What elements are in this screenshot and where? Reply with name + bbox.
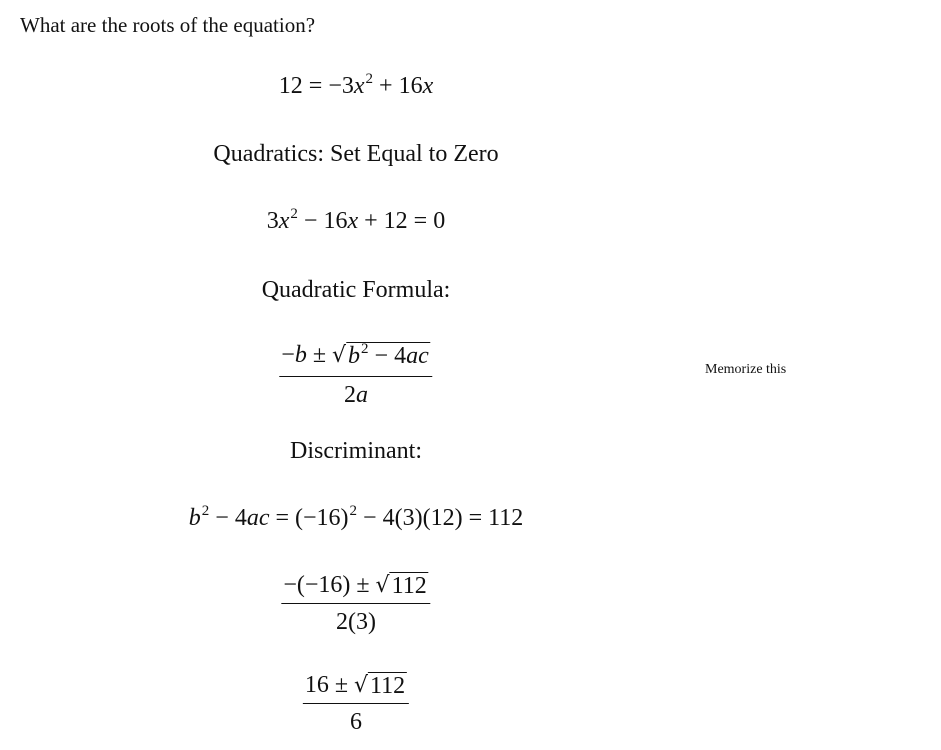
step2-denominator: 6 (350, 709, 362, 735)
sf-plus: + (364, 208, 378, 234)
sf-equals: = (413, 208, 428, 234)
den-2: 2 (343, 382, 356, 408)
formula-pm: ± (312, 342, 326, 368)
step1-radicand: 112 (391, 573, 427, 599)
eq-plus: + (379, 73, 393, 99)
formula-numerator (279, 340, 432, 377)
step1-denominator: 2(3) (336, 609, 376, 635)
formula-denominator (344, 377, 368, 410)
discriminant-equation (189, 503, 523, 536)
memorize-note: Memorize this (705, 362, 787, 377)
heading-set-equal-zero: Quadratics: Set Equal to Zero (213, 141, 499, 167)
simplified-step (303, 670, 409, 737)
step1-num-left: −(−16) (283, 572, 351, 598)
sf-var2: x (347, 208, 359, 234)
rad-minus: − (374, 343, 389, 369)
step1-fraction (281, 570, 430, 637)
formula-neg: − (281, 342, 295, 368)
sf-exp: 2 (290, 206, 298, 222)
eq-coef-b: 16 (398, 73, 423, 99)
disc-equals: = (275, 505, 290, 531)
substitution-step (281, 570, 430, 637)
step2-radicand: 112 (370, 673, 406, 699)
eq-exp: 2 (365, 71, 374, 87)
quadratic-formula (279, 340, 432, 410)
disc-equals2: = (468, 505, 483, 531)
standard-form-equation (267, 206, 445, 239)
sf-minus: − (303, 208, 318, 234)
formula-fraction (279, 340, 432, 410)
formula-sqrt (332, 342, 431, 373)
step1-pm: ± (356, 572, 370, 598)
disc-ac: ac (246, 505, 270, 531)
eq-coef-a: 3 (341, 73, 354, 99)
radical-sign-icon: √ (331, 343, 347, 368)
sf-coef-a: 3 (266, 208, 279, 234)
disc-result: 112 (488, 505, 524, 531)
disc-exp2: 2 (349, 503, 358, 519)
question-text: What are the roots of the equation? (20, 13, 316, 37)
eq-equals: = (308, 73, 323, 99)
formula-b: b (294, 342, 307, 368)
rad-ac: ac (406, 343, 429, 369)
disc-b: b (188, 505, 201, 531)
step2-num-left: 16 (304, 672, 329, 698)
radical-sign-icon: √ (354, 673, 369, 698)
disc-minus: − (215, 505, 229, 531)
disc-exp: 2 (201, 503, 210, 519)
eq-lhs: 12 (278, 73, 303, 99)
original-equation (279, 71, 433, 104)
sf-c: 12 (383, 208, 408, 234)
disc-neg16: (−16) (295, 505, 349, 531)
sf-var: x (278, 208, 290, 234)
sf-rhs: 0 (433, 208, 446, 234)
disc-minus2: − (363, 505, 377, 531)
heading-discriminant: Discriminant: (290, 438, 422, 464)
den-a: a (355, 382, 368, 408)
rad-4: 4 (394, 343, 407, 369)
step2-numerator (303, 670, 409, 704)
eq-var2: x (422, 73, 434, 99)
step2-pm: ± (334, 672, 349, 698)
step1-numerator (281, 570, 430, 604)
radical-sign-icon: √ (375, 573, 390, 598)
step2-fraction (303, 670, 409, 737)
sf-coef-b: 16 (323, 208, 348, 234)
rad-b: b (348, 343, 361, 369)
heading-quadratic-formula: Quadratic Formula: (261, 277, 451, 303)
rad-exp: 2 (361, 341, 369, 357)
eq-var: x (353, 73, 365, 99)
formula-radicand (346, 342, 431, 373)
step2-sqrt (354, 672, 407, 700)
disc-product: 4(3)(12) (382, 505, 463, 531)
step1-sqrt (376, 572, 429, 600)
eq-neg: − (328, 73, 342, 99)
disc-four: 4 (234, 505, 247, 531)
